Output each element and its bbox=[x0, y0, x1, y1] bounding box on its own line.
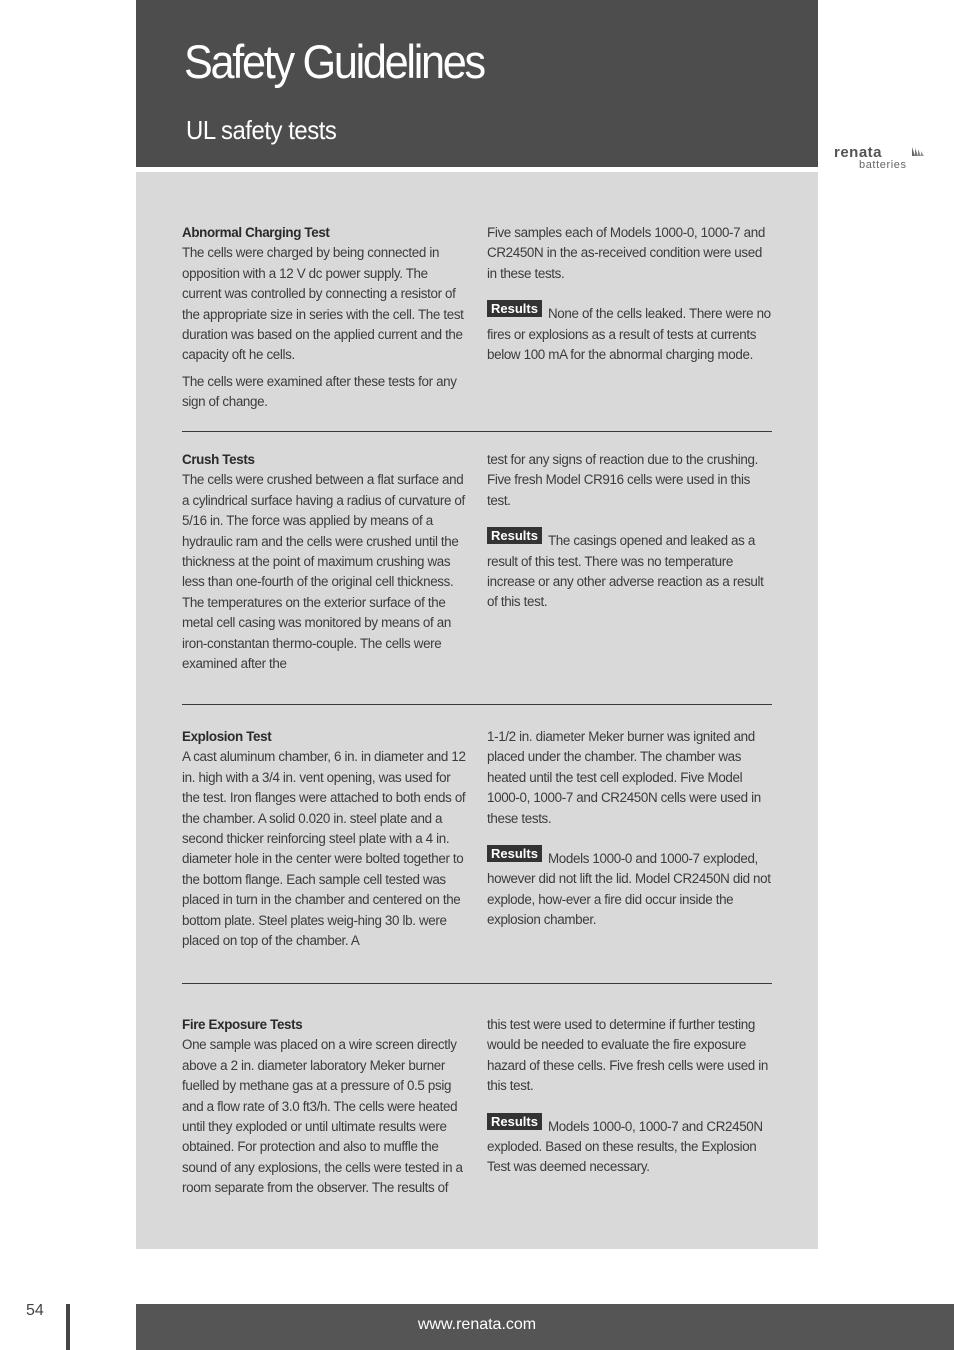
logo-brand: renata bbox=[834, 144, 883, 161]
section-left-column bbox=[182, 727, 466, 951]
logo-sub: batteries bbox=[859, 159, 907, 171]
renata-logo bbox=[834, 144, 938, 172]
section-right-column bbox=[487, 1015, 773, 1178]
results-badge: Results bbox=[487, 527, 542, 544]
section-right-column bbox=[487, 223, 773, 365]
section-title: Fire Exposure Tests bbox=[182, 1017, 303, 1032]
logo-wave-icon bbox=[911, 145, 925, 157]
results-badge: Results bbox=[487, 845, 542, 862]
results-text: Models 1000-0 and 1000-7 exploded, however did not lift the lid. Model CR2450N did not explode, how-ever a fire did occur inside the explosion chamber. bbox=[487, 851, 771, 928]
page-number: 54 bbox=[26, 1302, 44, 1319]
footer-bar bbox=[136, 1304, 954, 1350]
footer-url[interactable]: www.renata.com bbox=[417, 1316, 537, 1333]
section-title: Crush Tests bbox=[182, 452, 255, 467]
section-divider bbox=[182, 983, 772, 984]
section-paragraph: The cells were charged by being connected in opposition with a 12 V dc power supply. The current was controlled by connecting a resistor of the appropriate size in series with the cell. The test duration was based on the applied current and the capacity oft he cells. bbox=[182, 245, 464, 363]
results-text: None of the cells leaked. There were no fires or explosions as a result of tests at currents below 100 mA for the abnormal charging mode. bbox=[487, 306, 771, 363]
page-title: Safety Guidelines bbox=[184, 35, 484, 88]
section-paragraph: A cast aluminum chamber, 6 in. in diameter and 12 in. high with a 3/4 in. vent opening, was used for the test. Iron flanges were attached to both ends of the chamber. A solid 0.020 in. steel plate and a second thicker reinforcing steel plate with a 4 in. diameter hole in the center were bolted together to the bottom flange. Each sample cell tested was placed in turn in the chamber and centered on the bottom plate. Steel plates weig-hing 30 lb. were placed on top of the chamber. A bbox=[182, 749, 466, 949]
section-title: Abnormal Charging Test bbox=[182, 225, 330, 240]
results-paragraph bbox=[487, 301, 773, 365]
section-left-column bbox=[182, 1015, 466, 1199]
section-paragraph: The cells were crushed between a flat surface and a cylindrical surface having a radius of curvature of 5/16 in. The force was applied by means of a hydraulic ram and the cells were crushed until the thickness at the point of maximum crushing was less than one-fourth of the original cell thickness. The temperatures on the exterior surface of the metal cell casing was monitored by means of an iron-constantan thermo-couple. The cells were examined after the bbox=[182, 472, 465, 672]
header-banner bbox=[136, 0, 818, 167]
section-paragraph: 1-1/2 in. diameter Meker burner was ignited and placed under the chamber. The chamber was heated until the test cell exploded. Five Model 1000-0, 1000-7 and CR2450N cells were used in these tests. bbox=[487, 729, 761, 826]
section-divider bbox=[182, 704, 772, 705]
results-paragraph bbox=[487, 846, 773, 931]
results-text: Models 1000-0, 1000-7 and CR2450N exploded. Based on these results, the Explosion Test was deemed necessary. bbox=[487, 1118, 763, 1175]
results-badge: Results bbox=[487, 300, 542, 317]
section-left-column bbox=[182, 223, 466, 413]
section-left-column bbox=[182, 450, 466, 674]
section-paragraph: test for any signs of reaction due to the crushing. Five fresh Model CR916 cells were used in this test. bbox=[487, 452, 758, 508]
section-paragraph: One sample was placed on a wire screen directly above a 2 in. diameter laboratory Meker burner fuelled by methane gas at a pressure of 0.5 psig and a flow rate of 3.0 ft3/h. The cells were heated until they exploded or until ultimate results were obtained. For protection and also to muffle the sound of any explosions, the cells were tested in a room separate from the observer. The results of bbox=[182, 1037, 463, 1196]
section-paragraph: Five samples each of Models 1000-0, 1000-7 and CR2450N in the as-received condition were used in these tests. bbox=[487, 225, 765, 281]
section-right-column bbox=[487, 450, 773, 613]
section-right-column bbox=[487, 727, 773, 931]
section-title: Explosion Test bbox=[182, 729, 272, 744]
results-paragraph bbox=[487, 528, 773, 613]
section-paragraph: The cells were examined after these tests for any sign of change. bbox=[182, 373, 457, 410]
section-paragraph: this test were used to determine if further testing would be needed to evaluate the fire exposure hazard of these cells. Five fresh cells were used in this test. bbox=[487, 1017, 768, 1094]
results-badge: Results bbox=[487, 1113, 542, 1130]
page-subtitle: UL safety tests bbox=[186, 115, 337, 145]
page-number-bar bbox=[66, 1304, 70, 1350]
results-paragraph bbox=[487, 1113, 773, 1178]
section-divider bbox=[182, 431, 772, 432]
results-text: The casings opened and leaked as a result of this test. There was no temperature increase or any other adverse reaction as a result of this test. bbox=[487, 533, 764, 610]
